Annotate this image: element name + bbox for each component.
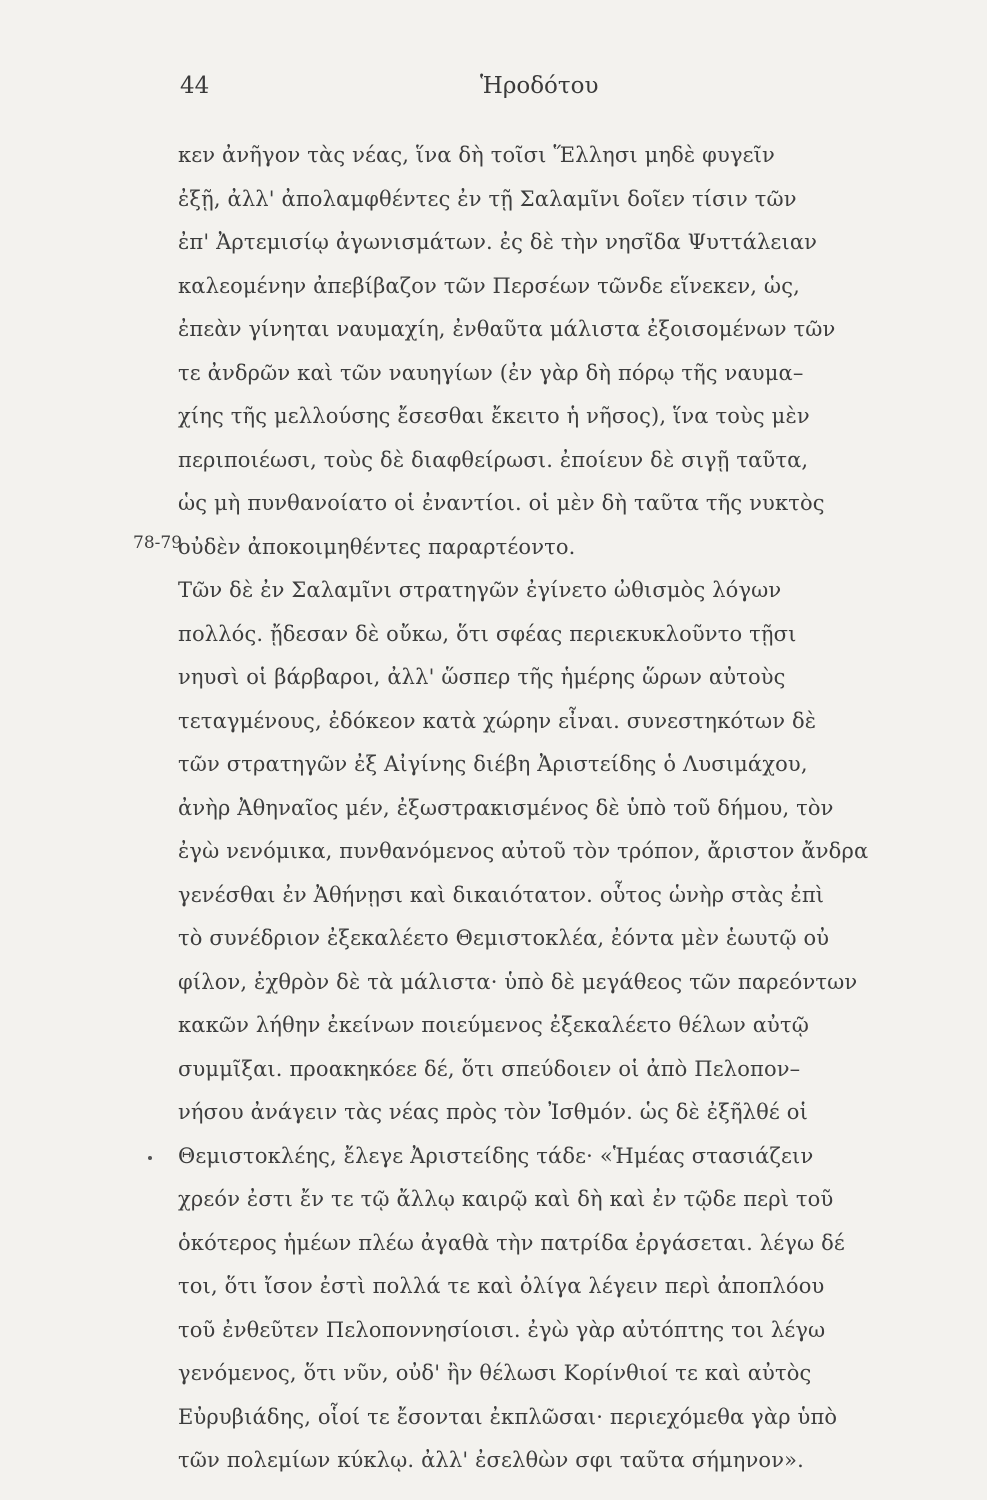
margin-section-reference: 78-79 (133, 533, 183, 553)
text-line: καλεομένην ἀπεβίβαζον τῶν Περσέων τῶνδε εἵνεκεν, ὡς, (178, 274, 800, 298)
text-line: νήσου ἀνάγειν τὰς νέας πρὸς τὸν Ἰσθμόν. ὡς δὲ ἐξῆλθέ οἱ (178, 1100, 808, 1124)
text-line: χίης τῆς μελλούσης ἔσεσθαι ἔκειτο ἡ νῆσος), ἵνα τοὺς μὲν (178, 404, 810, 428)
text-line: τε ἀνδρῶν καὶ τῶν ναυηγίων (ἐν γὰρ δὴ πόρῳ τῆς ναυμα– (178, 361, 804, 385)
text-line: τὸ συνέδριον ἐξεκαλέετο Θεμιστοκλέα, ἐόντα μὲν ἑωυτῷ οὐ (178, 926, 830, 950)
text-line: Εὐρυβιάδης, οἷοί τε ἔσονται ἐκπλῶσαι· περιεχόμεθα γὰρ ὑπὸ (178, 1405, 838, 1429)
text-line: ἀνὴρ Ἀθηναῖος μέν, ἐξωστρακισμένος δὲ ὑπὸ τοῦ δήμου, τὸν (178, 796, 834, 820)
text-line: ἐγὼ νενόμικα, πυνθανόμενος αὐτοῦ τὸν τρόπον, ἄριστον ἄνδρα (178, 839, 869, 863)
text-line: γενέσθαι ἐν Ἀθήνῃσι καὶ δικαιότατον. οὗτος ὡνὴρ στὰς ἐπὶ (178, 883, 825, 907)
text-line: κακῶν λήθην ἐκείνων ποιεύμενος ἐξεκαλέετο θέλων αὐτῷ (178, 1013, 810, 1037)
text-line: τοι, ὅτι ἴσον ἐστὶ πολλά τε καὶ ὀλίγα λέγειν περὶ ἀποπλόου (178, 1274, 825, 1298)
text-line: τῶν πολεμίων κύκλῳ. ἀλλ' ἐσελθὼν σφι ταῦτα σήμηνον». (178, 1448, 804, 1472)
text-line: ἐπεὰν γίνηται ναυμαχίη, ἐνθαῦτα μάλιστα ἐξοισομένων τῶν (178, 317, 836, 341)
text-line: τεταγμένους, ἐδόκεον κατὰ χώρην εἶναι. συνεστηκότων δὲ (178, 709, 817, 733)
text-line: ἐπ' Ἀρτεμισίῳ ἀγωνισμάτων. ἐς δὲ τὴν νησῖδα Ψυττάλειαν (178, 230, 818, 254)
text-line: συμμῖξαι. προακηκόεε δέ, ὅτι σπεύδοιεν οἱ ἀπὸ Πελοπον– (178, 1057, 801, 1081)
text-line: τοῦ ἐνθεῦτεν Πελοποννησίοισι. ἐγὼ γὰρ αὐτόπτης τοι λέγω (178, 1318, 826, 1342)
text-line: φίλον, ἐχθρὸν δὲ τὰ μάλιστα· ὑπὸ δὲ μεγάθεος τῶν παρεόντων (178, 970, 858, 994)
running-head: Ἡροδότου (480, 73, 599, 99)
text-line: πολλός. ᾔδεσαν δὲ οὔκω, ὅτι σφέας περιεκυκλοῦντο τῇσι (178, 622, 797, 646)
text-line: τῶν στρατηγῶν ἐξ Αἰγίνης διέβη Ἀριστείδης ὁ Λυσιμάχου, (178, 752, 808, 776)
text-line: Τῶν δὲ ἐν Σαλαμῖνι στρατηγῶν ἐγίνετο ὠθισμὸς λόγων (178, 578, 782, 602)
margin-dot-mark (148, 1156, 152, 1160)
text-line: περιποιέωσι, τοὺς δὲ διαφθείρωσι. ἐποίευν δὲ σιγῇ ταῦτα, (178, 448, 809, 472)
text-line: γενόμενος, ὅτι νῦν, οὐδ' ἢν θέλωσι Κορίνθιοί τε καὶ αὐτὸς (178, 1361, 812, 1385)
page-number: 44 (180, 73, 210, 99)
text-line: οὐδὲν ἀποκοιμηθέντες παραρτέοντο. (178, 535, 576, 559)
text-line: χρεόν ἐστι ἔν τε τῷ ἄλλῳ καιρῷ καὶ δὴ καὶ ἐν τῷδε περὶ τοῦ (178, 1187, 834, 1211)
text-line: κεν ἀνῆγον τὰς νέας, ἵνα δὴ τοῖσι Ἕλλησι μηδὲ φυγεῖν (178, 143, 775, 167)
text-line: ὡς μὴ πυνθανοίατο οἱ ἐναντίοι. οἱ μὲν δὴ ταῦτα τῆς νυκτὸς (178, 491, 825, 515)
text-line: νηυσὶ οἱ βάρβαροι, ἀλλ' ὥσπερ τῆς ἡμέρης ὥρων αὐτοὺς (178, 665, 786, 689)
text-line: Θεμιστοκλέης, ἔλεγε Ἀριστείδης τάδε· «Ἡμέας στασιάζειν (178, 1144, 814, 1168)
text-line: ἐξῇ, ἀλλ' ἀπολαμφθέντες ἐν τῇ Σαλαμῖνι δοῖεν τίσιν τῶν (178, 187, 797, 211)
text-line: ὁκότερος ἡμέων πλέω ἀγαθὰ τὴν πατρίδα ἐργάσεται. λέγω δέ (178, 1231, 845, 1255)
